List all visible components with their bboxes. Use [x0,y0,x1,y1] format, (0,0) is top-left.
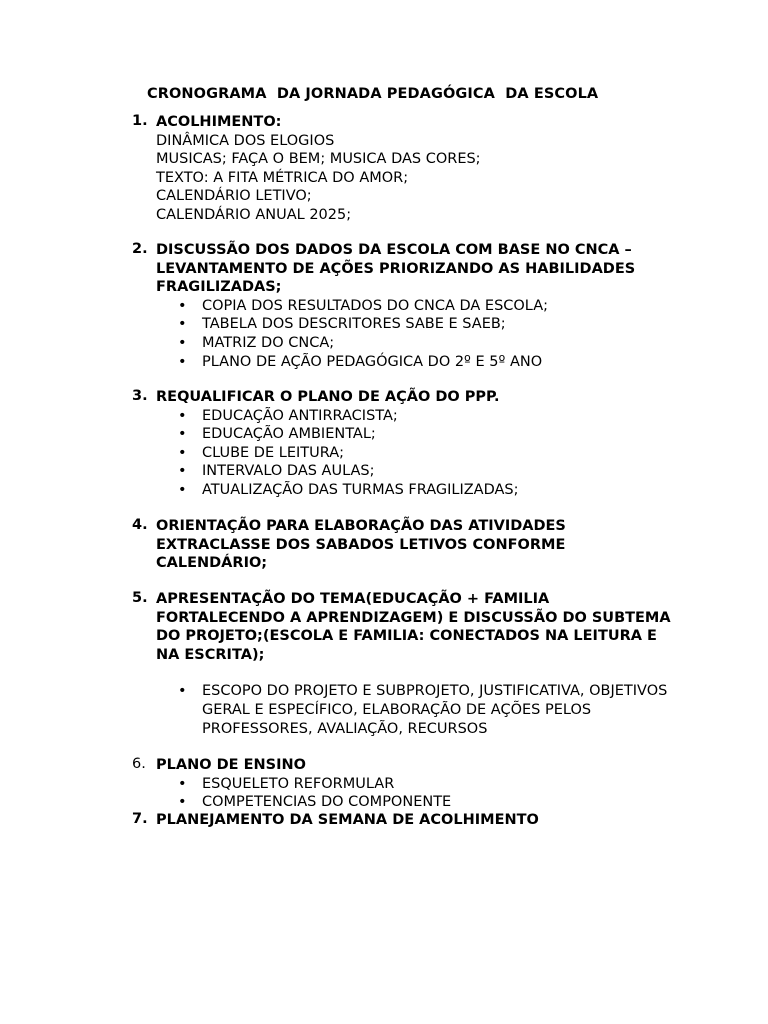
document-title: CRONOGRAMA DA JORNADA PEDAGÓGICA DA ESCOLA [147,86,599,102]
section-line: MUSICAS; FAÇA O BEM; MUSICA DAS CORES; [156,151,481,168]
section-number: 1. [132,113,148,129]
list-item: • EDUCAÇÃO ANTIRRACISTA; [178,407,672,426]
section-number: 4. [132,517,148,533]
section-number: 6. [132,756,146,772]
section-3 [132,388,672,500]
bullet-list [178,407,672,500]
bullet-list [178,775,672,812]
section-number: 5. [132,590,148,606]
bullet-list [178,297,672,371]
section-heading: DISCUSSÃO DOS DADOS DA ESCOLA COM BASE NO CNCA – LEVANTAMENTO DE AÇÕES PRIORIZANDO AS HABILIDADES FRAGILIZADAS; [156,242,641,296]
section-6 [132,756,672,812]
section-heading: APRESENTAÇÃO DO TEMA(EDUCAÇÃO + FAMILIA FORTALECENDO A APRENDIZAGEM) E DISCUSSÃO DO SUBTEMA DO PROJETO;(ESCOLA E FAMILIA: CONECTADOS NA LEITURA E NA ESCRITA); [156,591,676,663]
list-item: • ESCOPO DO PROJETO E SUBPROJETO, JUSTIFICATIVA, OBJETIVOS GERAL E ESPECÍFICO, ELABORAÇÃO DE AÇÕES PELOS PROFESSORES, AVALIAÇÃO, RECURSOS [178,682,672,738]
list-item: • INTERVALO DAS AULAS; [178,462,672,481]
list-item: • ESQUELETO REFORMULAR [178,775,672,794]
section-line: CALENDÁRIO ANUAL 2025; [156,206,352,223]
list-item: • EDUCAÇÃO AMBIENTAL; [178,425,672,444]
section-heading: REQUALIFICAR O PLANO DE AÇÃO DO PPP. [156,389,500,405]
section-heading: ACOLHIMENTO: [156,114,282,130]
section-1 [132,113,672,225]
section-line: TEXTO: A FITA MÉTRICA DO AMOR; [156,169,409,186]
section-line: DINÂMICA DOS ELOGIOS [156,132,335,149]
list-item: • COMPETENCIAS DO COMPONENTE [178,793,672,812]
section-number: 7. [132,811,148,827]
list-item: • ATUALIZAÇÃO DAS TURMAS FRAGILIZADAS; [178,481,672,500]
bullet-list [178,682,672,738]
list-item: • PLANO DE AÇÃO PEDAGÓGICA DO 2º E 5º ANO [178,353,672,372]
section-heading: ORIENTAÇÃO PARA ELABORAÇÃO DAS ATIVIDADES EXTRACLASSE DOS SABADOS LETIVOS CONFORME CALENDÁRIO; [156,518,571,572]
section-7 [132,811,672,830]
list-item: • TABELA DOS DESCRITORES SABE E SAEB; [178,315,672,334]
list-item: • MATRIZ DO CNCA; [178,334,672,353]
section-2 [132,241,672,371]
list-item: • COPIA DOS RESULTADOS DO CNCA DA ESCOLA; [178,297,672,316]
section-5 [132,590,676,738]
section-number: 3. [132,388,148,404]
section-4 [132,517,672,573]
section-number: 2. [132,241,148,257]
list-item: • CLUBE DE LEITURA; [178,444,672,463]
section-line: CALENDÁRIO LETIVO; [156,188,312,205]
section-heading: PLANEJAMENTO DA SEMANA DE ACOLHIMENTO [156,812,539,828]
section-heading: PLANO DE ENSINO [156,757,306,773]
